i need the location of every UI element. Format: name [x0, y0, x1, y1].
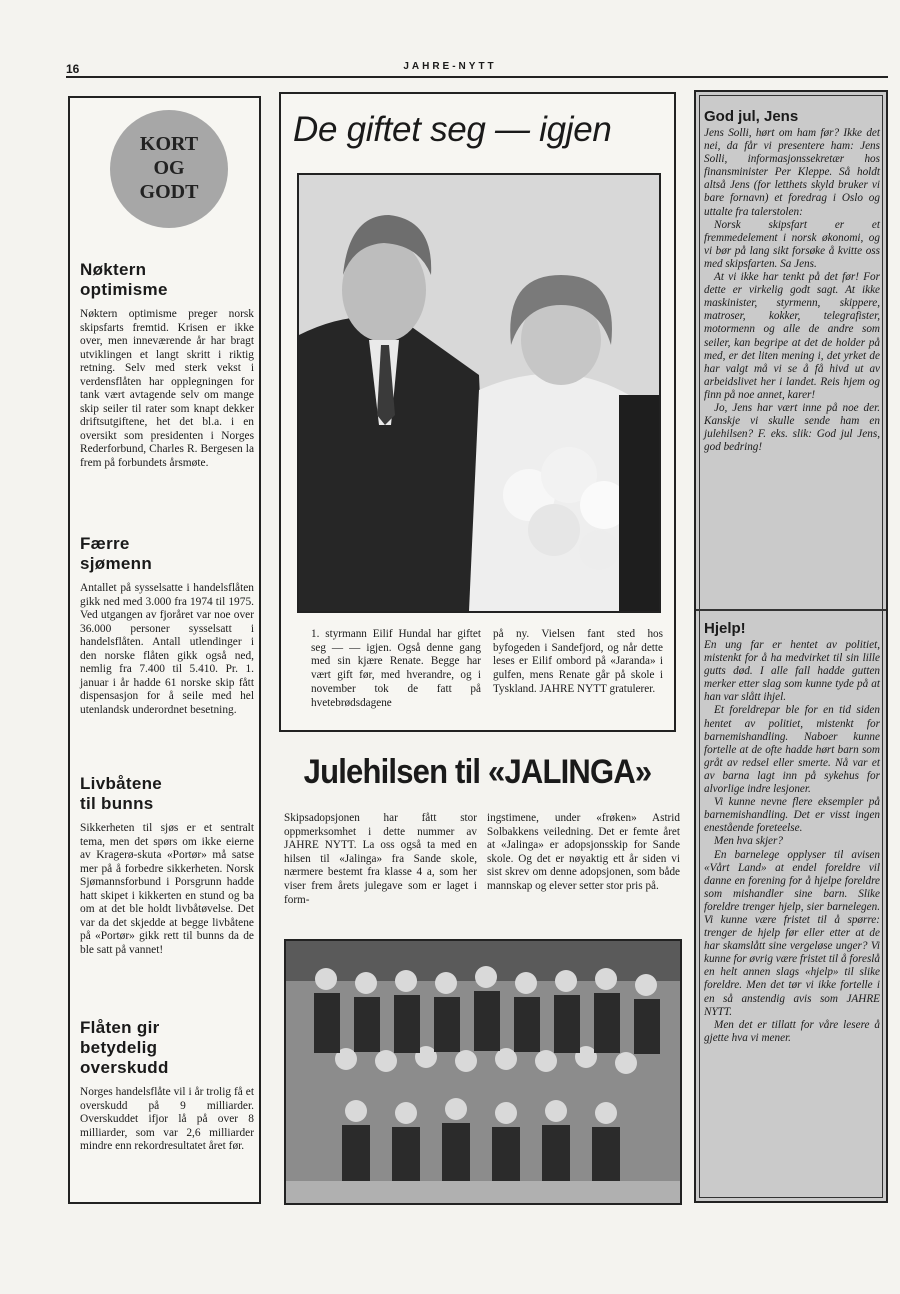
wedding-photo	[297, 173, 661, 613]
article-god-jul-jens	[704, 108, 880, 454]
paragraph: Men hva skjer?	[714, 835, 783, 848]
wedding-caption	[311, 628, 663, 710]
article-title: Nøktern optimisme	[80, 260, 168, 299]
article-noktern-optimisme	[80, 260, 254, 470]
paragraph: Vi kunne nevne flere eksempler på barnemishandling. Det er visst ingen enestående foreteelse.	[704, 796, 880, 835]
article-title: God jul, Jens	[704, 108, 799, 125]
caption-col-1: 1. styrmann Eilif Hundal har giftet seg — — igjen. Også denne gang med sin kjære Renate. Begge har vært gift før, med hverandre, og i november tok de fatt på hvetebrødsdagene	[311, 628, 481, 709]
jalinga-col-2: ingstimene, under «frøken» Astrid Solbakkens veiledning. Det er femte året at «Jalinga» er adopsjonsskip for Sande skole. Og det er nøyaktig ett år siden vi sist skrev om denne adopsjonen, som både mannskap og elever setter stor pris på.	[487, 812, 680, 892]
article-body: Nøktern optimisme preger norsk skipsfarts fremtid. Krisen er ikke over, men inneværende år har bragt utviklingen et langt skritt i riktig retning. Selv med sterk vekst i verdensflåten har opplegningen for tank vært avtagende selv om mange skip seiler til rater som knapt dekker driftsutgiftene, het det bl.a. i en oversikt som presidenten i Norges Rederforbund, Charles R. Bergesen la frem på forbundets årsmøte.	[80, 308, 254, 469]
header-rule	[66, 76, 888, 78]
article-title: Flåten gir betydelig overskudd	[80, 1018, 169, 1077]
badge-line-3: GODT	[139, 181, 199, 203]
article-body: Norges handelsflåte vil i år trolig få et overskudd på 9 milliarder. Overskuddet ifjor lå på over 8 milliarder, som var 2,6 milliarder mindre enn rekordresultatet året før.	[80, 1086, 254, 1152]
article-faerre-sjomenn	[80, 534, 254, 717]
paragraph: Men det er tillatt for våre lesere å gjette hva vi mener.	[704, 1018, 880, 1044]
article-body: Antallet på sysselsatte i handelsflåten gikk ned med 3.000 fra 1974 til 1975. Ved utgangen av fjoråret var noe over 36.000 personer sysselsatt i handelsflåten. Antall utlendinger i den norske flåten gikk også ned, nemlig fra 7.400 til 5.410. Pr. 1. januar i år hadde 61 norske skip fått dispensasjon for å seile med hel utenlandsk underordnet besetning.	[80, 582, 254, 716]
page-number: 16	[66, 62, 80, 76]
column-divider	[696, 609, 886, 611]
article-title: Livbåtene til bunns	[80, 774, 163, 813]
class-photo	[284, 939, 682, 1205]
kort-og-godt-column	[68, 96, 261, 1204]
paragraph: Et foreldrepar ble for en tid siden hentet av politiet, mistenkt for barnemishandling. Naboer kunne fortelle at de ofte hadde hørt barn som gråt av redsel eller smerte. Nå var et av barna lagt inn på sykehus for alvorlige indre lesjoner.	[704, 704, 880, 796]
article-flaten-overskudd	[80, 1018, 254, 1154]
article-title: Hjelp!	[704, 620, 746, 637]
badge-line-1: KORT	[139, 133, 199, 155]
caption-col-2: på ny. Vielsen fant sted hos byfogeden i Sandefjord, og når dette leses er Eilif ombord på «Jaranda» i gulfen, mens Renate går på skole i Tyskland. JAHRE NYTT gratulerer.	[493, 628, 663, 695]
article-body: Sikkerheten til sjøs er et sentralt tema, men det spørs om ikke eierne av Kragerø-skuta «Portør» må satse mer på å forbedre sikkerheten. Norsk Sjømannsforbund i Porsgrunn hadde hatt skipet i kikkerten en stund og ba om at det ble holdt livbåtøvelse. Det var da det skjedde at begge livbåtene på «Portør» gikk rett til bunns da de ble satt på vannet!	[80, 822, 254, 956]
jalinga-col-1: Skipsadopsjonen har fått stor oppmerksomhet i dette nummer av JAHRE NYTT. La oss også ta med en hilsen til «Jalinga» fra Sande skole, nærmere bestemt fra klasse 4 a, som her viser frem årets julegave som er laget i form-	[284, 812, 477, 906]
badge-line-2: OG	[153, 157, 185, 179]
wedding-feature	[279, 92, 676, 732]
paragraph: Norsk skipsfart er et fremmedelement i norsk økonomi, og vi bør på lang sikt forsøke å kvitte oss med skipsfarten. Sa Jens.	[704, 218, 880, 270]
article-hjelp	[704, 620, 880, 1045]
publication-name: JAHRE-NYTT	[403, 61, 497, 72]
paragraph: En barnelege opplyser til avisen «Vårt Land» at endel foreldre vil danne en forening for å hjelpe foreldre som mishandler sine barn. Slike foreldre trenger hjelp, sier barnelegen. Vi kunne være fristet til å spørre: trenger de hjelp før eller etter at de har skamslått sine vergeløse unger? Vi kunne for øvrig være fristet til å foreslå en helt annen slags «hjelp» til slike foreldre. Men det tør vi ikke fortelle i en så anstendig avis som JAHRE NYTT.	[704, 848, 880, 1018]
paragraph: En ung far er hentet av politiet, mistenkt for å ha medvirket til sin lille gutts død. I alle fall hadde gutten merker etter slag som kunne tyde på at han var slått ihjel.	[704, 639, 880, 704]
paragraph: At vi ikke har tenkt på det før! For dette er virkelig godt sagt. At ikke maskinister, styrmenn, skippere, matroser, kokker, telegrafister, motormenn og alle de andre som seiler, kan begripe at det de holder på med, er det liten mening i, det yrket de har valgt må vi se å få hivd ut av arbeidslivet her i landet. Reis hjem og finn på noe annet, karer!	[704, 271, 880, 401]
paragraph: Jens Solli, hørt om ham før? Ikke det nei, da får vi presentere ham: Jens Solli, informasjonssekretær hos finansminister Per Kleppe. Så holdt altså Jens (for letthets skyld bruker vi bare fornavn) et foredrag i Oslo og uttalte fra talerstolen:	[704, 127, 880, 218]
paragraph: Jo, Jens har vært inne på noe der. Kanskje vi skulle sende ham en julehilsen? F. eks. slik: God jul Jens, god bedring!	[704, 401, 880, 454]
comment-column	[694, 90, 888, 1203]
article-livbatene	[80, 774, 254, 957]
jalinga-headline: Julehilsen til «JALINGA»	[303, 752, 652, 791]
jalinga-article	[284, 812, 680, 907]
feature-headline: De giftet seg — igjen	[293, 110, 612, 149]
kort-og-godt-badge	[110, 110, 228, 228]
article-title: Færre sjømenn	[80, 534, 153, 573]
wedding-photo-image	[299, 175, 659, 611]
class-photo-image	[286, 941, 680, 1203]
